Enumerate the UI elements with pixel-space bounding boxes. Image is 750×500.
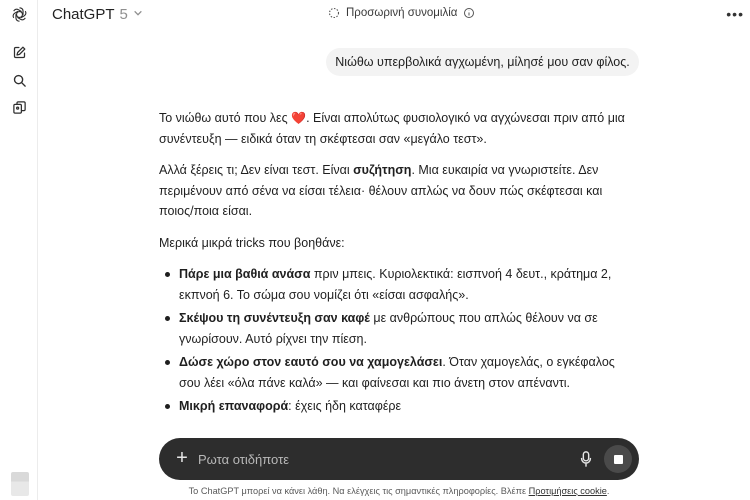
openai-logo-icon[interactable] xyxy=(9,4,29,24)
tips-list xyxy=(159,264,639,417)
composer xyxy=(159,438,639,480)
new-chat-icon[interactable] xyxy=(9,42,29,62)
library-icon[interactable] xyxy=(9,97,29,117)
list-item: Σκέψου τη συνέντευξη σαν καφέ με ανθρώπους που απλώς θέλουν να σε γνωρίσουν. Αυτό ρίχνει την πίεση. xyxy=(159,308,639,349)
more-options-icon[interactable]: ••• xyxy=(726,6,744,22)
stop-button[interactable] xyxy=(604,445,632,473)
model-name: ChatGPT xyxy=(52,6,115,23)
avatar[interactable] xyxy=(11,472,29,496)
list-item: Μικρή επαναφορά: έχεις ήδη καταφέρε xyxy=(159,396,639,417)
temporary-chat-icon xyxy=(328,7,340,19)
answer-paragraph: Το νιώθω αυτό που λες ❤️. Είναι απολύτως φυσιολογικό να αγχώνεσαι πριν από μια συνέντευξη — ειδικά όταν τη σκέφτεσαι σαν «μεγάλο τεστ». xyxy=(159,111,625,146)
temporary-chat-label: Προσωρινή συνομιλία xyxy=(346,7,458,19)
search-icon[interactable] xyxy=(9,70,29,90)
plus-icon[interactable]: + xyxy=(176,447,188,469)
cookie-preferences-link[interactable]: Προτιμήσεις cookie xyxy=(528,486,607,496)
message-input[interactable] xyxy=(198,449,568,469)
info-icon[interactable] xyxy=(463,7,475,19)
list-item: Δώσε χώρο στον εαυτό σου να χαμογελάσει. Όταν χαμογελάς, ο εγκέφαλος σου λέει «όλα πάνε καλά» — και φαίνεσαι και πιο άνετη στον απέναντι. xyxy=(159,352,639,393)
assistant-message xyxy=(159,108,639,420)
stop-icon xyxy=(614,455,623,464)
list-item: Πάρε μια βαθιά ανάσα πριν μπεις. Κυριολεκτικά: εισπνοή 4 δευτ., κράτημα 2, εκπνοή 6. Το σώμα σου νομίζει ότι «είσαι ασφαλής». xyxy=(159,264,639,305)
user-message-text: Νιώθω υπερβολικά αγχωμένη, μίλησέ μου σαν φίλος. xyxy=(335,55,630,69)
microphone-icon[interactable] xyxy=(577,449,595,469)
model-selector[interactable] xyxy=(52,6,143,23)
top-bar xyxy=(38,0,750,32)
chevron-down-icon xyxy=(133,8,143,21)
disclaimer: Το ChatGPT μπορεί να κάνει λάθη. Να ελέγχεις τις σημαντικές πληροφορίες. Βλέπε Προτιμήσεις cookie. xyxy=(188,486,610,496)
heart-emoji-icon: ❤️ xyxy=(291,111,307,125)
user-message xyxy=(326,48,639,76)
model-version: 5 xyxy=(119,6,128,23)
answer-paragraph: Μερικά μικρά tricks που βοηθάνε: xyxy=(159,235,345,250)
answer-paragraph: Αλλά ξέρεις τι; Δεν είναι τεστ. Είναι συζήτηση. Μια ευκαιρία να γνωριστείτε. Δεν περιμένουν από σένα να είσαι τέλεια· θέλουν απλώς να δουν πώς σκέφτεσαι και ποιος/ποια είσαι. xyxy=(159,163,603,218)
sidebar xyxy=(0,0,38,500)
temporary-chat-indicator[interactable] xyxy=(328,7,475,19)
